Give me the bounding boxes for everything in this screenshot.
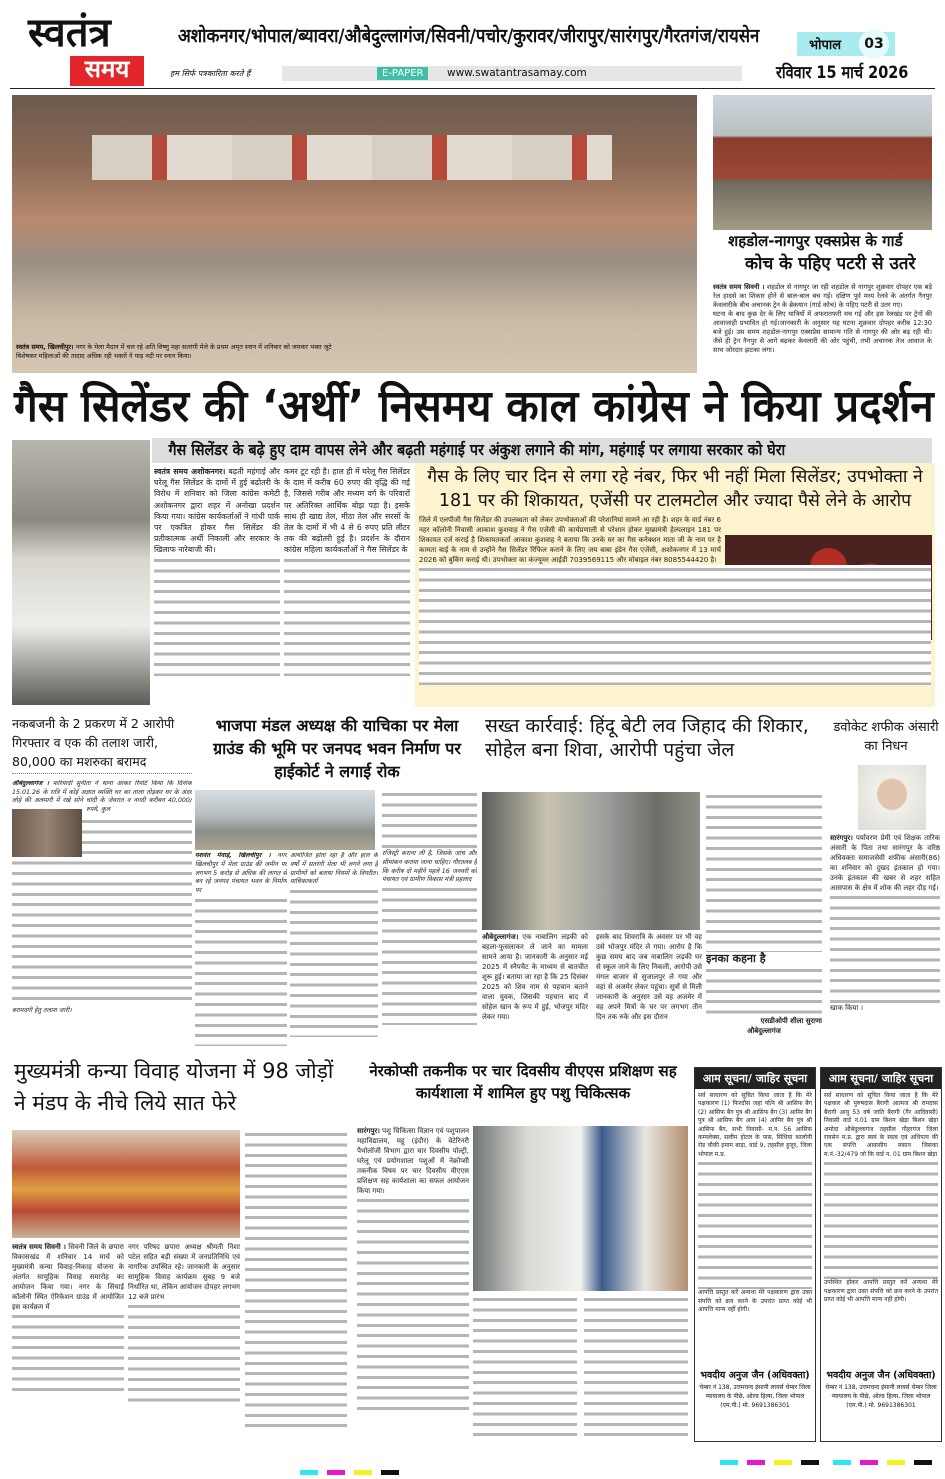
mela-dateline: यशवंत मेवाड़े, खिलचीपुर । [195,852,271,859]
love-col2-text: इसके बाद शिवरात्रि के अवसर पर भी वह उसे भोजपुर मंदिर ले गया। आरोप है कि कुछ समय बाद जब नाबालिग लड़की घर से स्कूल जाने के लिए निकली, आरोपी उसे मंगल बाजार से सुजालपुर ले गया और वहां से अजमेर लेकर पहुंचा। सूत्रों से मिली जानकारी के अनुसार उसे वह अजमेर में वह अपने मित्रों के घर पर लगभग तीन [596,933,702,1011]
text-lines [12,1312,124,1392]
obituary-body [830,833,940,1048]
text-lines [706,792,822,952]
theft-headline: नकबजनी के 2 प्रकरण में 2 आरोपी गिरफ्तार व एक की तलाश जारी, 80,000 का मशरुका बरामद [12,714,192,774]
love-sign-place: औबेदुल्लागंज [747,1027,781,1035]
mela-col3-text: रजिस्ट्री कराना ली है, जिसके जांच और सीमांकन कराया जाना चाहिए। गौरतलब है कि करीब दो महीने पहले 16 जनवरी को पंचायत एवं ग्रामीण विकास मंत्री प्रहलाद [382,850,477,884]
text-lines [128,1302,240,1402]
love-subhead: इनका कहना है [706,952,766,965]
notice-body [695,1089,815,1364]
notice-signature: भवदीय अनुज जैन (अधिवक्ता) [826,1370,936,1381]
gas-dateline: स्वतंत्र समय अशोकनगर। [154,467,226,476]
arrest-photo [482,792,700,930]
caption-text: नगर के मेला मैदान में चल रहे अति विष्णु महा सतरंगी मेले के प्रथम अमृत स्नान में शनिवार को जमकर भक्त जुटे विशेषकर महिलाओं की तादाद अधिक रही भक्तों ने पाड़ नदी पर स्नान किया। [16,343,332,360]
logo-bottom: समय [70,56,144,86]
train-body-p2: घटना के बाद कुछ देर के लिए यात्रियों में अफरातफरी मच गई और इस रेलखंड पर ट्रेनों की आवाजाही प्रभावित हो गई।जानकारी के अनुसार यह घटना शुक्रवार दोपहर करीब 12:30 बजे हुई। उस समय शहडोल-नागपुर एक्सप्रेस सामान्य गति से नागपुर की ओर बढ़ रही थी। जैसे ही ट्रेन नैनपुर से आगे बढ़कर केवलारी की ओर पहुंची, तभी अचानक तेज आवाज के साथ जोरदार झटका लगा। [713,310,932,354]
notice-end-text: आपत्ति प्रस्तुत करें अन्यथा मेरे पक्षकारण द्वारा उक्त संपत्ति को क्रय करने के उपरांत प्राप्त कोई भी आपत्ति मान्य नहीं होगी। [698,1289,812,1314]
text-lines [382,790,477,850]
notice-title: आम सूचना/ जाहिर सूचना [821,1068,941,1089]
vivah-headline: मुख्यमंत्री कन्या विवाह योजना में 98 जोड़ों ने मंडप के नीचे लिये सात फेरे [14,1059,334,1115]
training-certificate-photo [473,1126,688,1291]
mass-wedding-photo [12,1130,240,1238]
mela-col1-text: नगर खिलचीपुर में मेला ग्राउंड की जमीन पर लगभग 5 करोड़ से अधिक की लागत से बन रहे जनपद पंचायत भवन के निर्माण पर [195,852,287,895]
public-notice-1 [694,1067,816,1442]
love-col-3 [706,792,822,1045]
train-dateline: स्वतंत्र समय सिवनी । [713,283,765,291]
train-headline-1: शहडोल-नागपुर एक्सप्रेस के गार्ड [728,232,903,250]
text-lines [706,966,822,1016]
issue-date: रविवार 15 मार्च 2026 [776,63,909,83]
theft-end: बरामदगी हेतु तलाश जारी। [12,1007,72,1015]
epaper-bar [282,66,742,81]
gas-subhead [152,438,932,463]
mela-col-3 [382,790,477,1047]
mela-col-1 [195,852,287,1047]
registration-marks-right [833,1450,941,1469]
gas-col1-text: बढ़ती महंगाई और घरेलू गैस सिलेंडर के दामों में हुई बढ़ोतरी के विरोध में शनिवार को जिला कांग्रेस कमेटी अशोकनगर द्वारा शहर में अनोखा प्रदर्शन किया गया। कांग्रेस कार्यकर्ताओं ने गांधी पार्क पर एकत्रित होकर गैस सिलेंडर की प्रतीकात्मक अर्थी निकाली और सरकार के खिलाफ नारेबाजी की। [154,467,280,555]
obit-text: पर्यावरण प्रेमी एवं शिक्षक तारिक अंसारी के पिता तथा सारंगपुर के वरिष्ठ अधिवक्ता समाजसेवी शफीक अंसारी(86) का शनिवार को दुखद इंतकाल हो गया। उनके इंतकाल की खबर से शहर सहित आसपास के क्षेत्र में शोक की लहर दौड़ गई। [830,834,940,892]
text-lines [245,1130,347,1430]
mela-col-2 [290,852,378,1047]
obituary-photo [858,765,926,830]
notice-address: चेम्बर नं 138, उत्तमचन्द इंसानी लायर्स चेम्बर जिला न्यायालय के पीछे, ओल्ड हिल्स, जिला भोपाल (एम.पी.) मो. 9691386301 [699,1384,811,1409]
train-headline-2: कोच के पहिए पटरी से उतरे [745,254,916,274]
tagline: हम सिर्फ पत्रकारिता करते हैं [170,69,251,78]
text-lines [290,887,378,1037]
gas-col2-text: कमर टूट रही है। हाल ही में घरेलू गैस सिलेंडर के दाम में करीब 60 रुपए की वृद्धि की गई है, जिससे गरीब और मध्यम वर्ग के परिवारों पर अतिरिक्त आर्थिक बोझ पड़ा है। इसके साथ ही खाद्य तेल, मीठा तेल और सरसों के तेल के दामों में भी 4 से 6 रुपए प्रति लीटर तक की बढ़ोतरी हुई है। प्रदर्शन के दौरान कांग्रेस महिला कार्यकर्ताओं ने गैस सिलेंडर के [284,467,410,555]
construction-photo [195,790,375,850]
gas-subhead-text: गैस सिलेंडर के बढ़े हुए दाम वापस लेने और बढ़ती महंगाई पर अंकुश लगाने की मांग, महंगाई पर लगाया सरकार को घेरा [168,441,786,459]
love-col1-text: एक नाबालिग लड़की को बहला-फुसलाकर ले जाने का मामला सामने आया है। जानकारी के अनुसार मई 2025 में स्नैपचैट के माध्यम से बातचीत शुरू हुई। बताया जा रहा है कि 25 दिसंबर 2025 को शिव नाम से पहचान बताने वाला युवक, जिसकी पहचान बाद में सोहेल खान के रूप में हुई, [482,933,588,1011]
love-col-1 [482,932,588,1047]
text-lines [284,556,410,676]
vet-headline: नेरकोप्सी तकनीक पर चार दिवसीय वीएएस प्रशिक्षण सह कार्यशाला में शामिल हुए पशु चिकित्सक [369,1062,677,1102]
text-lines [154,556,280,676]
gas-col-1 [154,466,280,706]
vet-body-text: पशु चिकित्सा विज्ञान एवं पशुपालन महाविद्यालय, महू (इंदौर) के वेटेरिनरी पैथोलॉजी विभाग द्वारा चार दिवसीय पोल्ट्री, घरेलू एवं प्रयोगशाला पशुओं में नेक्रोप्सी तकनीक विषय पर चार दिवसीय वीएएस प्रशिक्षण सह कार्यशाला का सफल आयोजन किया गया। [357,1127,469,1195]
edition-badge [797,32,895,56]
text-lines [584,1295,688,1440]
logo-top: स्वतंत्र [28,10,111,56]
vivah-col-1 [12,1242,124,1442]
photo-caption [16,343,346,361]
gas-complaint-box [415,463,935,707]
vet-col-1 [357,1126,469,1442]
edition-cities: अशोकनगर/भोपाल/ब्यावरा/औबेदुल्लागंज/सिवनी/पचोर/कुरावर/जीरापुर/सारंगपुर/गैरतगंज/रायसेन [178,25,760,47]
tents [92,135,612,180]
vivah-col2-text: नगर परिषद छपारा अध्यक्ष श्रीमती निशा पटेल सहित बड़ी संख्या में जनप्रतिनिधि एवं नागरिक उपस्थित रहे। जानकारी के अनुसार सामूहिक विवाह कार्यक्रम सुबह 9 बजे निर्धारित था, लेकिन आयोजन दोपहर लगभग 12 बजे प्रारंभ [128,1243,240,1301]
masthead-rule [10,88,935,89]
text-lines [824,1159,938,1279]
caption-dateline: स्वतंत्र समय, खिलचीपुर। [16,343,74,351]
train-body-p1: शहडोल से नागपुर जा रही शहडोल से नागपुर शुक्रवार दोपहर एक बड़े रेल हादसे का शिकार होने से बाल-बाल बच गई। दक्षिण पूर्व मध्य रेलवे के अंतर्गत नैनपुर केवलारीके बीच अचानक ट्रेन के ब्रेकयान (गार्ड कोच) के पहिए पटरी से उतर गए। [713,283,932,309]
vivah-dateline: स्वतंत्र समय सिवनी । [12,1243,66,1251]
public-notice-2 [820,1067,942,1442]
registration-marks-bottom [300,1460,408,1479]
protest-leader-photo [12,440,150,705]
theft-dateline: औबेदुल्लागंज । [12,780,49,787]
train-body [713,283,932,375]
vivah-col-3 [245,1130,347,1442]
gas-col-2 [284,466,410,706]
love-jihad-headline: सख्त कार्रवाई: हिंदू बेटी लव जिहाद की शिकार, सोहेल बना शिवा, आरोपी पहुंचा जेल [485,715,809,761]
obit-end: खाक किया । [830,1004,864,1012]
website-url[interactable]: www.swatantrasamay.com [447,67,587,79]
mela-headline: भाजपा मंडल अध्यक्ष की याचिका पर मेला ग्राउंड की भूमि पर जनपद भवन निर्माण पर हाईकोर्ट ने लगाई रोक [213,716,461,781]
love-dateline: औबेदुल्लागंज। [482,933,519,941]
obituary-headline: डवोकेट शफीक अंसारी का निधन [833,720,939,754]
gas-box-body [419,515,931,703]
notice-end-text: उपस्थित होकर आपत्ति प्रस्तुत करें अन्यथा मेरे पक्षकारण द्वारा उक्त संपत्ति को क्रय करने के उपरांत प्राप्त कोई भी आपत्ति मान्य नहीं होगी। [824,1279,938,1304]
notice-title: आम सूचना/ जाहिर सूचना [695,1068,815,1089]
notice-address: चेम्बर नं 138, उत्तमचन्द इंसानी लायर्स चेम्बर जिला न्यायालय के पीछे, ओल्ड हिल्स, जिला भोपाल (एम.पी.) मो. 9691386301 [825,1384,937,1409]
gas-box-headline: गैस के लिए चार दिन से लगा रहे नंबर, फिर भी नहीं मिला सिलेंडर; उपभोक्ता ने 181 पर की शिकायत, एजेंसी पर टालमटोल और ज्यादा पैसे लेने के आरोप [427,467,923,511]
derailed-coach-photo [713,95,932,230]
edition-name: भोपाल [809,38,842,53]
gas-box-lead: जिले में एलपीजी गैस सिलेंडर की उपलब्धता को लेकर उपभोक्ताओं की परेशानियां सामने आ रही हैं। शहर के वार्ड नंबर 6 नहर कॉलोनी निवासी आकाश कुशवाह ने गैस एजेंसी की कार्यप्रणाली से परेशान होकर मुख्यमंत्री हेल्पलाइन 181 पर शिकायत दर्ज कराई है शिकायतकर्ता आकाश कुशवाह ने बताया कि उनके घर का गैस कनेक्शन माता जी के नाम पर है कामता बाई के नाम से उन्होंने गैस सिलेंडर रिफिल कराने के लिए जय बाबा इंडेन गैस एजेंसी, अशोकनगर में 13 मार्च 2026 को बुकिंग कराई थी। उपभोक्ता का कंज्यूमर आईडी 7039569115 और मोबाइल नंबर 8085544420 है। [419,516,721,564]
text-lines [473,1295,577,1440]
text-lines [195,896,287,1046]
notice-body-text: सर्व साधारण को सूचित किया जाता है कि मेरे पक्षकार श्री पुरुषदास बैरागी आत्मज श्री रामदास बैरागी आयु 53 वर्ष जाति बैरागी (गैर आदिवासी) निवासी वार्ड न.01 ग्राम बिशन खेड़ा बिशन खेड़ा अमोदा औबेदुल्लागंज तहसील गौहरगंज जिला रायसेन म.प्र. द्वारा स्वयं के स्वत्व एवं अधिपत्य की एक संपत्ति आवासीय मकान जिसका म.नं.-32/479 जो कि वार्ड न. 01 ग्राम बिशन खेड़ा [824,1092,938,1158]
obit-dateline: सारंगपुर। [830,834,853,842]
mela-col2-text: आयोजित होता रहा है और हाल के वर्षों में सतरंगी मेला भी लगने लगा है ग्रामीणों को बताया नियमों के विपरीत। याचिकाकर्ता [290,852,378,886]
vivah-col1-text: सिवनी जिले के छपारा विकासखंड में शनिवार 14 मार्च को मुख्यमंत्री कन्या विवाह-निकाह योजना के अंतर्गत सामूहिक विवाह समारोह का आयोजन किया गया। नगर के सिंचाई कॉलोनी स्थित ऐरिकेशन ग्राउंड में आयोजित इस कार्यक्रम में [12,1243,124,1311]
love-col2-end: दिन तक रुके और इस दौरान [596,1013,668,1021]
text-lines [382,885,477,1025]
love-col-2 [596,932,702,1047]
gas-main-headline: गैस सिलेंडर की ‘अर्थी’ निसमय काल कांग्रेस ने किया प्रदर्शन [14,381,934,432]
text-lines [357,1196,469,1416]
vivah-col-2 [128,1242,240,1442]
theft-body [12,780,192,1045]
notice-body [821,1089,941,1364]
notice-body-text: सर्व साधारण को सूचित किया जाता है कि मेरे पक्षकारण (1) फिरदौस जहां पत्नि श्री आसिफ बैग (2) आसिफ बैग पुत्र श्री आसिफ बैग (3) आमिर बैग पुत्र श्री आसिफ बैग आय (4) आमिर बैग पुत्र श्री आसिफ बैग, सभी निवासी- म.न. 56 आसिफ कम्पलेक्स, सलीम होटल के पास, सिंधिया कालोनी रोड चौकी इमाम बाड़ा, वार्ड 9, तहसील हुजूर, जिला भोपाल म.प्र. [698,1092,812,1158]
vet-dateline: सारंगपुर। [357,1127,380,1135]
masthead [0,0,945,90]
registration-marks-left [720,1450,828,1469]
text-lines [830,893,940,1003]
page-number: 03 [859,29,889,59]
notice-signature: भवदीय अनुज जैन (अधिवक्ता) [700,1370,810,1381]
mela-bathing-photo [12,95,697,373]
text-lines [698,1159,812,1289]
theft-body-text: फरियादी सुनीता ने थाना आकर रिपोर्ट किया कि दिनांक 15.01.26 के रात्रि में कोई अज्ञात व्यक्ति घर का ताला तोड़कर घर के अंदर लोहे की अलमारी में रखे सोने चांदी के जेवरात व नगदी करीबन 40,000/ रुपये, कुल [12,780,192,813]
accused-photo [12,809,82,857]
float-space [721,515,931,640]
vet-col-3 [584,1295,688,1442]
vet-col-2 [473,1295,577,1442]
love-sign: एसडीओपी शीला सुराणा [760,1017,822,1025]
love-col1-end: भोजपुर मंदिर लेकर गया। [482,1003,588,1021]
epaper-label: E-PAPER [377,67,428,80]
